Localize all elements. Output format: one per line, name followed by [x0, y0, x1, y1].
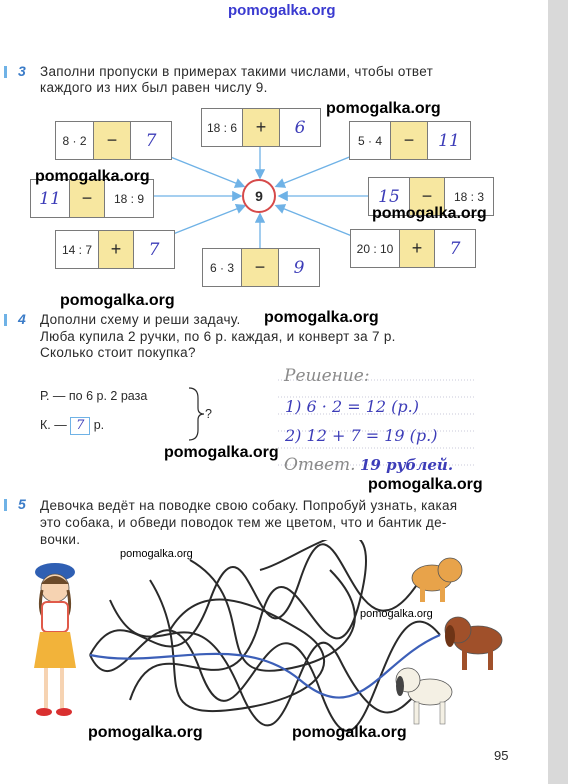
answer-label: Ответ. [284, 455, 356, 475]
eq-answer: 11 [438, 130, 460, 151]
scheme-brace [186, 386, 206, 442]
task-3-number: 3 [18, 63, 26, 79]
eq-operator: − [241, 249, 279, 286]
page-number: 95 [494, 748, 509, 763]
watermark: pomogalka.org [292, 724, 407, 741]
equation-box [202, 248, 320, 287]
arrow-bottom-right [277, 206, 352, 236]
eq-answer: 9 [293, 257, 305, 278]
equation-box [350, 229, 476, 268]
equation-box [55, 121, 172, 160]
eq-operand-a: 18 : 6 [206, 120, 238, 135]
arrow-top-left [168, 156, 243, 186]
eq-operand-a: 5 · 4 [357, 133, 382, 148]
eq-operand-a: 14 : 7 [61, 242, 93, 257]
watermark: pomogalka.org [60, 292, 175, 309]
eq-operand-a: 6 · 3 [209, 260, 234, 275]
solution-step-1: 1) 6 · 2 = 12 (р.) [285, 397, 419, 416]
eq-answer: 6 [294, 117, 306, 138]
watermark: pomogalka.org [360, 608, 433, 620]
solution-title: Решение: [284, 366, 370, 386]
scheme-k-suffix: р. [93, 418, 105, 432]
watermark: pomogalka.org [35, 168, 150, 185]
eq-answer: 11 [39, 188, 61, 209]
task-5-number: 5 [18, 496, 26, 512]
eq-operator: + [98, 231, 134, 268]
watermark: pomogalka.org [88, 724, 203, 741]
task-4-text-line3: Сколько стоит покупка? [40, 345, 196, 360]
watermark: pomogalka.org [326, 100, 441, 117]
task-4-text-line1: Дополни схему и реши задачу. [40, 312, 241, 327]
scheme-k-prefix: К. — [40, 418, 67, 432]
task-4-number: 4 [18, 311, 26, 327]
equation-box [201, 108, 321, 147]
eq-answer: 7 [449, 238, 461, 259]
equation-box [349, 121, 471, 160]
dog-top [412, 558, 462, 602]
task-3-text-line2: каждого из них был равен числу 9. [40, 80, 268, 95]
center-value-circle: 9 [242, 179, 276, 213]
watermark: pomogalka.org [164, 444, 279, 461]
eq-answer: 7 [145, 130, 157, 151]
task-3-text-line1: Заполни пропуски в примерах такими числами, чтобы ответ [40, 64, 434, 79]
eq-answer: 15 [378, 186, 400, 207]
watermark: pomogalka.org [368, 476, 483, 493]
arrow-top-right [277, 156, 352, 186]
eq-operator: − [409, 178, 445, 215]
eq-operator: − [390, 122, 428, 159]
girl-figure [34, 563, 76, 716]
task-4-text-line2: Люба купила 2 ручки, по 6 р. каждая, и конверт за 7 р. [40, 329, 396, 344]
equation-box [55, 230, 175, 269]
arrow-bottom-left [168, 206, 244, 236]
dog-bottom [396, 668, 452, 724]
watermark-top: pomogalka.org [228, 2, 336, 19]
eq-operator: + [242, 109, 280, 146]
watermark: pomogalka.org [120, 548, 193, 560]
task-bullet [4, 314, 7, 326]
task-bullet [4, 499, 7, 511]
scheme-pens-line: Р. — по 6 р. 2 раза [40, 389, 148, 403]
scheme-question-mark: ? [205, 407, 212, 421]
scheme-envelope-line [40, 417, 104, 435]
scheme-k-value: 7 [70, 417, 90, 435]
eq-answer: 7 [148, 239, 160, 260]
task-5-text-line2: это собака, и обведи поводок тем же цветом, что и бантик де- [40, 515, 447, 530]
watermark: pomogalka.org [264, 309, 379, 326]
task-5-text-line3: вочки. [40, 532, 81, 547]
answer-value: 19 рублей. [360, 456, 454, 474]
eq-operator: − [93, 122, 131, 159]
eq-operator: − [69, 180, 105, 217]
solution-step-2: 2) 12 + 7 = 19 (р.) [285, 426, 438, 445]
dog-middle [445, 617, 502, 670]
task-5-text-line1: Девочка ведёт на поводке свою собаку. Попробуй узнать, какая [40, 498, 458, 513]
leash-maze-illustration [0, 540, 545, 740]
eq-operator: + [399, 230, 435, 267]
eq-operand-a: 20 : 10 [356, 241, 394, 256]
eq-operand-b: 18 : 3 [453, 189, 485, 204]
eq-operand-b: 18 : 9 [113, 191, 145, 206]
eq-operand-a: 8 · 2 [62, 133, 87, 148]
watermark: pomogalka.org [372, 205, 487, 222]
